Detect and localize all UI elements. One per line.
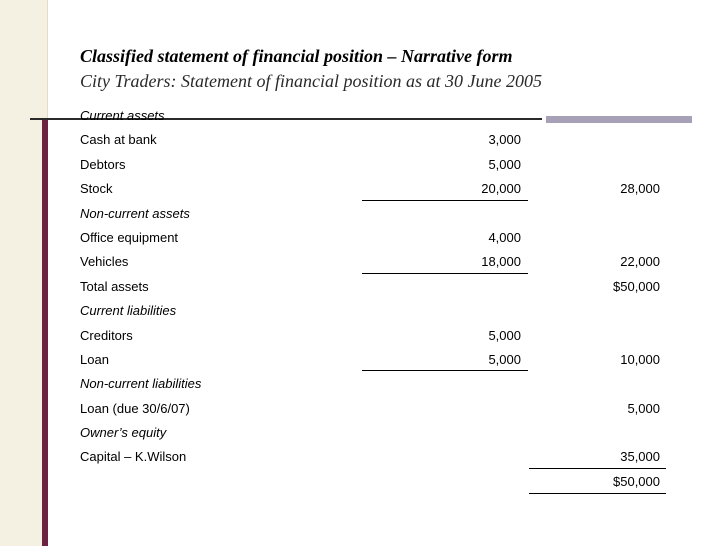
financial-statement	[80, 103, 670, 499]
amount-detail: 5,000	[488, 351, 521, 367]
statement-row	[80, 371, 670, 395]
row-label: Current assets	[80, 108, 165, 123]
left-accent-bar	[42, 118, 48, 546]
amount-detail: 20,000	[481, 181, 521, 197]
statement-row	[80, 103, 670, 127]
amount-detail: 5,000	[488, 156, 521, 172]
row-label: Non-current liabilities	[80, 376, 202, 392]
row-label: Stock	[80, 181, 113, 197]
statement-row	[80, 420, 670, 444]
row-label: Capital – K.Wilson	[80, 449, 187, 465]
statement-row	[80, 249, 670, 273]
amount-detail: 4,000	[488, 229, 521, 245]
row-label: Office equipment	[80, 229, 179, 245]
amount-total: 22,000	[620, 254, 660, 270]
row-label: Vehicles	[80, 254, 129, 270]
amount-detail: 5,000	[488, 327, 521, 343]
row-label: Current liabilities	[80, 303, 177, 319]
statement-row	[80, 444, 670, 468]
statement-row	[80, 323, 670, 347]
row-label: Debtors	[80, 156, 126, 172]
left-decorative-panel	[0, 0, 47, 546]
statement-row	[80, 274, 670, 298]
amount-detail: 3,000	[488, 132, 521, 148]
row-label: Owner’s equity	[80, 425, 167, 441]
row-label: Creditors	[80, 327, 133, 343]
row-label: Cash at bank	[80, 132, 157, 148]
statement-subtitle: City Traders: Statement of financial position as at 30 June 2005	[80, 71, 542, 91]
statement-row	[80, 396, 670, 420]
statement-row	[80, 347, 670, 371]
amount-total: 28,000	[620, 181, 660, 197]
amount-detail: 18,000	[481, 254, 521, 270]
amount-total: 10,000	[620, 351, 660, 367]
statement-row	[80, 127, 670, 151]
row-label: Loan (due 30/6/07)	[80, 400, 190, 416]
row-label: Loan	[80, 351, 109, 367]
statement-row	[80, 201, 670, 225]
total-underline	[529, 493, 666, 494]
slide-title: Classified statement of financial position – Narrative form	[80, 46, 513, 66]
statement-row	[80, 298, 670, 322]
amount-total: 35,000	[620, 449, 660, 465]
statement-row	[80, 152, 670, 176]
row-label: Total assets	[80, 278, 149, 294]
amount-total: $50,000	[613, 473, 660, 489]
row-label: Non-current assets	[80, 205, 190, 221]
statement-row	[80, 225, 670, 249]
amount-total: $50,000	[613, 278, 660, 294]
statement-row	[80, 469, 670, 493]
statement-row	[80, 176, 670, 200]
amount-total: 5,000	[627, 400, 660, 416]
